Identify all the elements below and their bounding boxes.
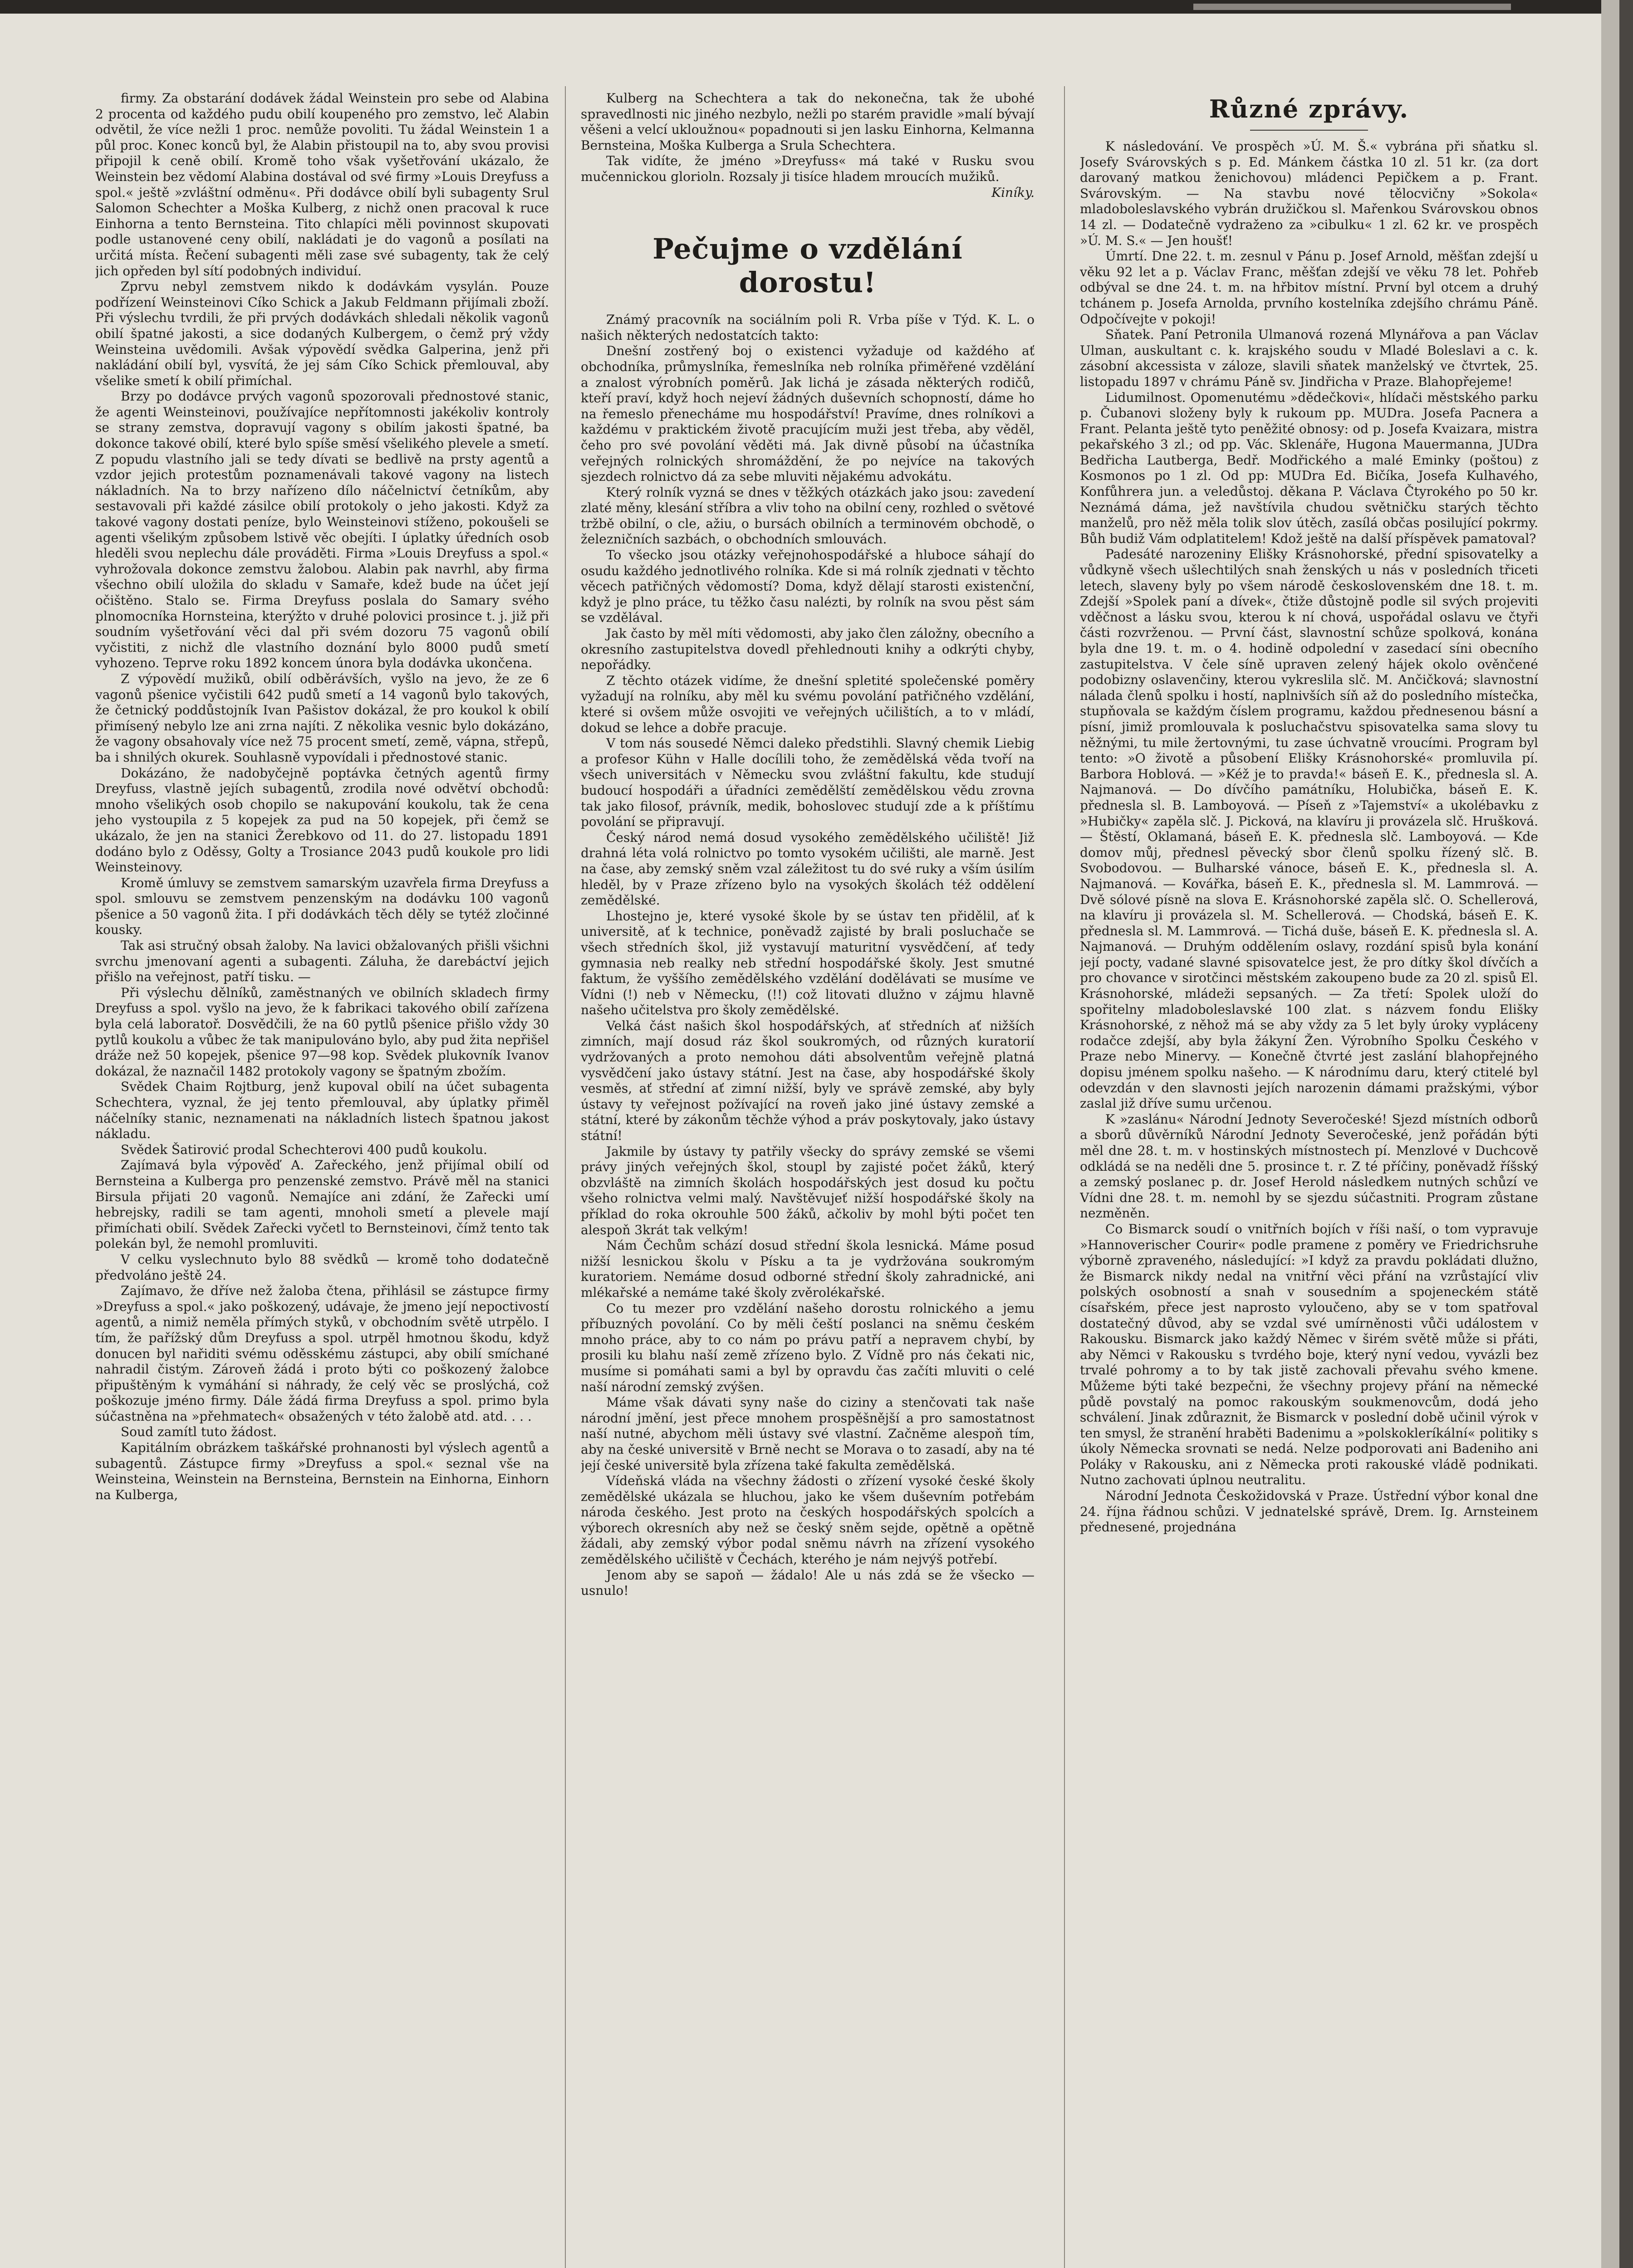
col1-paragraph: firmy. Za obstarání dodávek žádal Weinstein pro sebe od Alabina 2 procenta od každého pudu obilí koupeného pro zemstvo, leč Alabin odvětil, že více nežli 1 proc. nemůže povoliti. Tu žádal Weinstein 1 a půl proc. Konec konců byl, že Alabin přistoupil na to, aby svou provisi připojil k ceně obilí. Kromě toho však vyšetřování ukázalo, že Weinstein bez vědomí Alabina dostával od své firmy »Louis Dreyfuss a spol.« ještě »zvláštní odměnu«. Při dodávce obilí byli subagenty Srul Salomon Schechter a Moška Kulberg, z nichž onen pracoval k ruce Einhorna a tento Bernsteina. Tito chlapíci měli povinnost skupovati podle ustanovené ceny obilí, nakládati je do vagonů a posílati na určitá místa. Řečení subagenti měli zase své subagenty, tak že celý jich opředen byl sítí podobných individuí. bbox=[95, 91, 549, 279]
section-heading: Různé zprávy. bbox=[1209, 94, 1409, 123]
col2-paragraph: Dnešní zostřený boj o existenci vyžaduje od každého ať obchodníka, průmyslníka, řemeslníka neb rolníka přiměřené vzdělání a znalost výrobních poměrů. Jak lichá je zásada některých rodičů, kteří praví, když hoch nejeví žádných duševních schopností, dáme ho na řemeslo přenecháme mu hospodářství! Pravíme, dnes rolníkovi a každému v praktickém životě pracujícím muži jest třeba, aby věděl, čeho pro své povolání věděti má. Jak divně působí na účastníka veřejných rolnických shromáždění, že po nejvíce na takových sjezdech rolnictvo dá za sebe mluviti nějakému advokátu. bbox=[581, 343, 1035, 484]
col2-paragraph: Kulberg na Schechtera a tak do nekonečna, tak že ubohé spravedlnosti nic jiného nezbylo, nežli po starém pravidle »malí bývají věšeni a velcí ukloužnou« popadnouti si jen lasku Einhorna, Kelmanna Bernsteina, Moška Kulberga a Srula Schechtera. bbox=[581, 91, 1035, 153]
col2-paragraph: Z těchto otázek vidíme, že dnešní spletité společenské poměry vyžadují na rolníku, aby měl ku svému povolání patřičného vzdělání, které si ovšem může osvojiti ve veřejných učilištích, a to v mládí, dokud se lehce a dobře pracuje. bbox=[581, 673, 1035, 735]
page-top-edge-gap bbox=[1193, 4, 1511, 10]
col1-paragraph: Kapitálním obrázkem taškářské prohnanosti byl výslech agentů a subagentů. Zástupce firmy »Dreyfuss a spol.« seznal vše na Weinsteina, Weinstein na Bernsteina, Bernstein na Einhorna, Einhorn na Kulberga, bbox=[95, 1440, 549, 1502]
col2-paragraph: Jakmile by ústavy ty patřily všecky do správy zemské se všemi právy jiných veřejných škol, stoupl by zajisté počet žáků, který obzvláště na zimních školách hospodářských jest dosud ku počtu všeho rolnictva velmi malý. Navštěvujeť nižší hospodářské školy na příklad do roka okrouhle 500 žáků, ačkoliv by mohl býti počet ten alespoň 3krát tak velkým! bbox=[581, 1144, 1035, 1237]
news-item: Úmrtí. Dne 22. t. m. zesnul v Pánu p. Josef Arnold, měšťan zdejší u věku 92 let a p. Václav Franc, měšťan zdejší ve věku 78 let. Pohřeb odbýval se dne 24. t. m. na hřbitov místní. První byl otcem a druhý tchánem p. Josefa Arnolda, prvního kostelníka zdejšího chrámu Páně. Odpočívejte v pokoji! bbox=[1080, 249, 1538, 327]
col1-paragraph: Svědek Chaim Rojtburg, jenž kupoval obilí na účet subagenta Schechtera, vyznal, že jej tento přemlouval, aby úplatky přiměl náčelníky stanic, neznamenati na nákladních listech špatnou jakost nákladu. bbox=[95, 1079, 549, 1142]
column-3 bbox=[1080, 91, 1538, 2268]
column-rule-2 bbox=[1064, 86, 1065, 2268]
col2-paragraph: V tom nás sousedé Němci daleko předstihli. Slavný chemik Liebig a profesor Kühn v Halle docílili toho, že zemědělská věda tvoří na všech universitách v Německu svou zvláštní fakultu, kde studují budoucí hospodáři a úřadníci zemědělští zemědělskou vědu zrovna tak jako filosof, právník, medik, bohoslovec studují zde a k příštímu povolání se připravují. bbox=[581, 736, 1035, 830]
col1-paragraph: Kromě úmluvy se zemstvem samarským uzavřela firma Dreyfuss a spol. smlouvu se zemstvem penzenským na dodávku 100 vagonů pšenice a 50 vagonů žita. I při dodávkách těch děly se tytéž zločinné kousky. bbox=[95, 875, 549, 938]
col1-paragraph: Tak asi stručný obsah žaloby. Na lavici obžalovaných přišli všichni svrchu jmenovaní agenti a subagenti. Záluha, že darebáctví jejich přišlo na veřejnost, patří tisku. — bbox=[95, 938, 549, 985]
page-right-edge bbox=[1619, 0, 1633, 2268]
col1-paragraph: Zajímavo, že dříve než žaloba čtena, přihlásil se zástupce firmy »Dreyfuss a spol.« jako poškozený, udávaje, že jmeno její nepoctivostí agentů, a nimiž neměla přímých styků, v obchodním světě utrpělo. I tím, že pařížský dům Dreyfuss a spol. utrpěl hmotnou škodu, když donucen byl nařiditi svému oděsskému zástupci, aby obilí smíchané nahradil čistým. Zároveň žádá i proto býti co poškozený žalobce připuštěným k vymáhání si náhrady, že celý věc se proslýchá, což poškozuje jméno firmy. Dále žádá firma Dreyfuss a spol. primo byla súčastněna na »přehmatech« obsažených v této žalobě atd. atd. . . . bbox=[95, 1283, 549, 1424]
col1-paragraph: Soud zamítl tuto žádost. bbox=[121, 1424, 277, 1440]
col2-paragraph: Tak vidíte, že jméno »Dreyfuss« má také v Rusku svou mučennickou glorioln. Rozsaly ji tisíce hladem mroucích mužiků. bbox=[581, 153, 1035, 184]
col2-paragraph: Máme však dávati syny naše do ciziny a stenčovati tak naše národní jmění, jest přece mnohem prospěšnější a pro samostatnost naší nutné, abychom měli ústavy své vlastní. Začněme alespoň tím, aby na české universitě v Brně necht se Morava o to zasadí, aby na té její české universitě byla zřízena také fakulta zemědělská. bbox=[581, 1395, 1035, 1473]
col2-paragraph: Český národ nemá dosud vysokého zemědělského učiliště! Již drahná léta volá rolnictvo po tomto vysokém učilišti, ale marně. Jest na čase, aby zemský sněm vzal záležitost tu do své ruky a vším úsilím hleděl, by v Praze zřízeno bylo na vysokých školách též oddělení zemědělské. bbox=[581, 830, 1035, 908]
col1-paragraph: Dokázáno, že nadobyčejně poptávka četných agentů firmy Dreyfuss, vlastně jejích subagentů, zrodila nové odvětví obchodů: mnoho všelikých osob chopilo se nakupování koukolu, tak že cena jeho vystoupila z 5 kopejek za pud na 50 kopejek, při čemž se ukázalo, že jen na stanici Žerebkovo od 11. do 27. listopadu 1891 dodáno bylo z Oděssy, Golty a Trosiance 2043 pudů koukole pro lidi Weinsteinovy. bbox=[95, 765, 549, 875]
col1-paragraph: V celku vyslechnuto bylo 88 svědků — kromě toho dodatečně předvoláno ještě 24. bbox=[95, 1251, 549, 1283]
column-rule-1 bbox=[565, 86, 566, 2268]
col2-paragraph: Vídeňská vláda na všechny žádosti o zřízení vysoké české školy zemědělské ukázala se hluchou, jako ke všem duševním potřebám národa českého. Jest proto na českých hospodářských spolcích a výborech okresních aby než se český sněm sejde, opětně a opětně žádali, aby zemský výbor podal sněmu návrh na zřízení vysokého zemědělského učiliště v Čechách, kterého je nám nejvýš potřebí. bbox=[581, 1473, 1035, 1567]
news-item: Padesáté narozeniny Elišky Krásnohorské, přední spisovatelky a vůdkyně všech ušlechtilých snah ženských u nás v posledních třiceti letech, slaveny byly po všem národě československém dne 18. t. m. Zdejší »Spolek paní a dívek«, čtiže důstojně podle sil svých projeviti vděčnost a lásku svou, kterou k ní chová, uspořádal oslavu ve čtyři části rozvrženou. — První část, slavnostní schůze spolková, konána byla dne 19. t. m. o 4. hodině odpolední v zasedací síni obecního zastupitelstva. V čele síně upraven zelený hájek okolo ověnčené podobizny oslavenčiny, kterou vykreslila slč. M. Ančičková; slavnostní nálada členů spolku i hostí, naplnivších síň až do posledního místečka, stupňovala se každým číslem programu, každou přednesenou básní a písní, jimiž promlouvala k posluchačstvu spisovatelka sama slovy tu něžnými, tu mile žertovnými, tu zase úchvatně vroucími. Program byl tento: »O životě a působení Elišky Krásnohorské« promluvila pí. Barbora Hoblová. — »Kéž je to pravda!« báseň E. K., přednesla sl. A. Najmanová. — Do dívčího památníku, Holubička, báseň E. K. přednesla sl. B. Lamboyová. — Píseň z »Tajemství« a ukolébavku z »Hubičky« zapěla slč. J. Picková, na klavíru ji provázela slč. Hrušková. — Štěstí, Oklamaná, báseň E. K. přednesla slč. Lamboyová. — Kde domov můj, přednesl pěvecký sbor členů spolku řízený slč. B. Svobodovou. — Bulharské vánoce, báseň E. K., přednesla sl. A. Najmanová. — Kovářka, báseň E. K., přednesla sl. M. Lammrová. — Dvě sólové písně na slova E. Krásnohorské zapěla slč. O. Schellerová, na klavíru ji provázela sl. M. Schellerová. — Chodská, báseň E. K. přednesla sl. M. Lammrová. — Tichá duše, báseň E. K. přednesla sl. A. Najmanová. — Druhým oddělením oslavy, rozdání spisů byla konání její pocty, vadané slavné spisovatelce jest, že pro dítky škol dívčích a pro chovance v sirotčinci městském zakoupeno bude za 20 zl. spisů El. Krásnohorské, mládeži sepsaných. — Za třetí: Spolek uloží do spořitelny mladoboleslavské 100 zlat. s názvem fondu Elišky Krásnohorské, z něhož má se aby vždy za 5 let byly úroky vypláceny rodačce zdejší, aby byla žákyní Žen. Výrobního Spolku Českého v Praze nebo Minervy. — Konečně čtvrté jest zaslání blahopřejného dopisu jménem spolku našeho. — K národnímu daru, který ctitelé byl odevzdán v den slavnosti jejích narozenin dámami pražskými, výbor zaslal již dříve sumu určenou. bbox=[1080, 547, 1538, 1111]
col1-paragraph: Brzy po dodávce prvých vagonů spozorovali přednostové stanic, že agenti Weinsteinovi, používajíce nepřítomnosti jakékoliv kontroly se strany zemstva, dopravují vagony s obilím jakosti špatné, ba dokonce takové obilí, které bylo spíše směsí všelikého plevele a smetí. Z popudu vlastního jali se tedy dívati se bedlivě na prsty agentů a vzdor jejich protestům poznamenávali takové vagony na listech nákladních. Na to brzy nařízeno dílo náčelnictví četníkům, aby sestavovali při každé zásilce obilí protokoly o jeho jakosti. Když za takové vagony dostati peníze, bylo Weinsteinovi stíženo, pokoušeli se agenti všelikým způsobem lstivě věc obejíti. I úplatky úředních osob hleděli svou neplechu dále prováděti. Firma »Louis Dreyfuss a spol.« vyhrožovala dokonce zemstvu žalobou. Alabin pak navrhl, aby firma všechno obilí uložila do skladu v Samaře, kdež bude na účet její očištěno. Stalo se. Firma Dreyfuss poslala do Samary svého plnomocníka Hornsteina, kterýžto v druhé polovici prosince t. j. již při soudním vyšetřování věci dal při svém dozoru 75 vagonů obilí vyčistiti, z nichž dle vlastního doznání bylo 8000 pudů smetí vyhozeno. Teprve roku 1892 koncem února byla dodávka ukončena. bbox=[95, 389, 549, 671]
col2-paragraph: Nám Čechům schází dosud střední škola lesnická. Máme posud nižší lesnickou školu v Písku a ta je vydržována soukromým kuratoriem. Nemáme dosud odborné střední školy zahradnické, ani mlékařské a nemáme také školy zvěrolékařské. bbox=[581, 1238, 1035, 1300]
news-item: Lidumilnost. Opomenutému »dědečkovi«, hlídači městského parku p. Čubanovi složeny byly k rukoum pp. MUDra. Josefa Pacnera a Frant. Pelanta ještě tyto peněžité obnosy: od p. Josefa Kvaizara, mistra pekařského 3 zl.; od pp. Vác. Sklenáře, Hugona Mauermanna, JUDra Bedřicha Lautberga, Bedř. Modřického a malé Eminky (poštou) z Kosmonos po 1 zl. Od pp: MUDra Ed. Bičíka, Josefa Kulhavého, Konfůhrera jun. a veledůstoj. děkana P. Václava Čtyrokého po 50 kr. Neznámá dáma, jež navštívila chudou světničku starých těchto manželů, pro něž měla tolik slov útěch, zasílá občas posilující pokrmy. Bůh budiž Vám odplatitelem! Kdož ještě na další příspěvek pamatoval? bbox=[1080, 390, 1538, 546]
news-item: Národní Jednota Českožidovská v Praze. Ústřední výbor konal dne 24. října řádnou schůzi. V jednatelské správě, Drem. Ig. Arnsteinem přednesené, projednána bbox=[1080, 1488, 1538, 1535]
col2-paragraph: Co tu mezer pro vzdělání našeho dorostu rolnického a jemu příbuzných povolání. Co by měli čeští poslanci na sněmu českém mnoho práce, aby to co nám po právu patří a nepravem chybí, by prosili ku blahu naší země zřízeno bylo. Z Vídně pro nás čekati nic, musíme si pomáhati sami a byl by opravdu čas začíti mluviti o celé naší národní zemský zvýšen. bbox=[581, 1300, 1035, 1394]
col2-paragraph: Známý pracovník na sociálním poli R. Vrba píše v Týd. K. L. o našich některých nedostatcích takto: bbox=[581, 312, 1035, 343]
col1-paragraph: Při výslechu dělníků, zaměstnaných ve obilních skladech firmy Dreyfuss a spol. vyšlo na jevo, že k fabrikaci takového obilí zařízena byla celá laboratoř. Dosvědčili, že na 60 pytlů pšenice přišlo vždy 30 pytlů koukolu a vůbec že tak manipulováno bylo, aby pud žita nepřišel dráže než 50 kopejek, pšenice 97—98 kop. Svědek plukovník Ivanov dokázal, že naznačil 1482 protokoly vagony se špatným zbožím. bbox=[95, 985, 549, 1079]
page-top-edge bbox=[0, 0, 1633, 14]
news-item: Co Bismarck soudí o vnitřních bojích v říši naší, o tom vypravuje »Hannoverischer Courir« podle pramene z poměry ve Friedrichsruhe výborně zpraveného, následující: »I když za pravdu pokládati dlužno, že Bismarck nikdy nedal na vnitřní věci přání na vzrůstající vliv polských osobností a snah v sousedním a spojeneckém státě císařském, přece jest naprosto vyloučeno, aby se v tom spatřoval dostatečný důvod, aby se vzdal své umírněnosti vůči událostem v Rakousku. Bismarck jako každý Němec v širém světě může si přáti, aby Němci v Rakousku s tvrdého boje, který nyní vedou, vyvázli bez trvalé pohromy a to by tak jistě zachovali převahu svého kmene. Můžeme býti také bezpečni, že všechny projevy přání na německé půdě povstalý na pomoc rakouským soukmenovcům, dodá jeho schválení. Jinak zdůraznit, že Bismarck v poslední době učinil výrok v ten smysl, že stranění hraběti Badenimu a »polskokleríkální« politiky s úkoly Německa srovnati se nedá. Nelze podporovati ani Badeniho ani Poláky v Rakousku, ani z Německa proti rakouské vládě podnikati. Nutno zachovati úplnou neutralitu. bbox=[1080, 1221, 1538, 1488]
col1-paragraph: Zajímavá byla výpověď A. Zařeckého, jenž přijímal obilí od Bernsteina a Kulberga pro penzenské zemstvo. Právě měl na stanici Birsula přijati 20 vagonů. Nemajíce ani zdání, že Zařecki umí hebrejsky, radili se tam agenti, mnoholi smetí a plevele mají přimíchati obilí. Svědek Zařecki vyčetl to Bernsteinovi, čímž tento tak polekán byl, že nemohl promluviti. bbox=[95, 1158, 549, 1251]
col2-paragraph: Velká část našich škol hospodářských, ať středních ať nižších zimních, mají dosud ráz škol soukromých, od různých kuratorií vydržovaných a proto nemohou dáti absolventům veřejně platná vysvědčení jako ústavy státní. Jest na čase, aby hospodářské školy vesměs, ať střední ať zimní nižší, byly ve správě zemské, aby byly ústavy ty veřejnost požívající na roveň jako jiné ústavy zemské a státní, které by zákonům těchže výhod a práv poskytovaly, jako ústavy státní! bbox=[581, 1018, 1035, 1144]
col2-paragraph: Jak často by měl míti vědomosti, aby jako člen záložny, obecního a okresního zastupitelstva dovedl přehlednouti knihy a odkrýti chyby, nepořádky. bbox=[581, 626, 1035, 673]
column-1 bbox=[95, 91, 549, 2268]
column-2 bbox=[581, 91, 1035, 2268]
col2-paragraph: Který rolník vyzná se dnes v těžkých otázkách jako jsou: zavedení zlaté měny, klesání stříbra a vliv toho na obilní ceny, rozhled o světové tržbě obilní, o cle, ažiu, o bursách obilních a terminovém obchodě, o železničních sazbách, o obchodních smlouvách. bbox=[581, 484, 1035, 547]
col2-paragraph: To všecko jsou otázky veřejnohospodářské a hluboce sáhají do osudu každého jednotlivého rolníka. Kde si má rolník zjednati v těchto věcech patřičných vědomostí? Doma, když dělají starosti existenční, když je plno práce, tu těžko času nalézti, by rolník na svou pěst sám se vzdělával. bbox=[581, 547, 1035, 626]
col1-paragraph: Svědek Šatirović prodal Schechterovi 400 pudů koukolu. bbox=[121, 1142, 487, 1157]
news-item: K »zaslánu« Národní Jednoty Severočeské! Sjezd místních odborů a sborů důvěrníků Národní Jednoty Severočeské, jenž pořádán býti měl dne 28. t. m. v hostinských místnostech pí. Menzlové v Duchcově odkládá se na neděli dne 5. prosince t. r. Z té příčiny, poněvadž říšský a zemský poslanec p. dr. Josef Herold následkem nutných schůzí ve Vídni dne 28. t. m. nemohl by se sjezdu súčastniti. Program zůstane nezměněn. bbox=[1080, 1111, 1538, 1221]
col2-paragraph: Lhostejno je, které vysoké škole by se ústav ten přidělil, ať k universitě, ať k technice, poněvadž zajisté by brali posluchače se všech středních škol, již vystavují maturitní vysvědčení, ať tedy gymnasia neb realky neb střední hospodářské školy. Jest smutné faktum, že vyššího zemědělského vzdělání dodělávati se musíme ve Vídni (!) neb v Německu, (!!) což litovati dlužno v zájmu hlavně našeho učitelstva pro školy zemědělské. bbox=[581, 908, 1035, 1018]
news-item: K následování. Ve prospěch »Ú. M. Š.« vybrána při sňatku sl. Josefy Svárovských s p. Ed. Mánkem částka 10 zl. 51 kr. (za dort darovaný matkou ženichovou) mládenci Pepičkem a p. Frant. Svárovským. — Na stavbu nové tělocvičny »Sokola« mladoboleslavského vybrán družičkou sl. Mařenkou Svárovskou obnos 14 zl. — Dodatečně vydraženo za »cibulku« 1 zl. 62 kr. ve prospěch »Ú. M. S.« — Jen houšť! bbox=[1080, 139, 1538, 248]
article-signature: Kiníky. bbox=[991, 185, 1035, 200]
article-heading: Pečujme o vzdělání dorostu! bbox=[652, 232, 963, 299]
news-item: Sňatek. Paní Petronila Ulmanová rozená Mlynářova a pan Václav Ulman, auskultant c. k. krajského soudu v Mladé Boleslavi a c. k. zásobní akcessista v záloze, slavili sňatek manželský ve čtvrtek, 25. listopadu 1897 v chrámu Páně sv. Jindřicha v Praze. Blahopřejeme! bbox=[1080, 327, 1538, 389]
col2-paragraph: Jenom aby se sapoň — žádalo! Ale u nás zdá se že všecko — usnulo! bbox=[581, 1567, 1035, 1598]
page-right-shadow bbox=[1601, 0, 1619, 2268]
col1-paragraph: Zprvu nebyl zemstvem nikdo k dodávkám vysylán. Pouze podřízení Weinsteinovi Cíko Schick a Jakub Feldmann přijímali zboží. Při výslechu tvrdili, že při prvých dodávkách shledali několik vagonů obilí špatné jakosti, a sice dodaných Kulbergem, o čemž prý vždy Weinsteina uvědomili. Avšak výpovědí svědka Galperina, jenž při nakládání obilí byl, vysvítá, že jej sám Cíko Schick přemlouval, aby všelike smetí k obilí přimíchal. bbox=[95, 279, 549, 388]
heading-underline bbox=[1250, 130, 1368, 131]
col1-paragraph: Z výpovědí mužiků, obilí odběrávších, vyšlo na jevo, že ze 6 vagonů pšenice vyčistili 642 pudů smetí a 14 vagonů bylo takových, že četnický poddůstojník Ivan Pašistov dokázal, že pro koukol k obilí přimísený nebylo lze ani zrna najíti. Z několika vesnic bylo dokázáno, že vagony obsahovaly více než 75 procent smetí, země, vápna, střepů, ba i shnilých okurek. Souhlasně vypovídali i přednostové stanic. bbox=[95, 671, 549, 765]
